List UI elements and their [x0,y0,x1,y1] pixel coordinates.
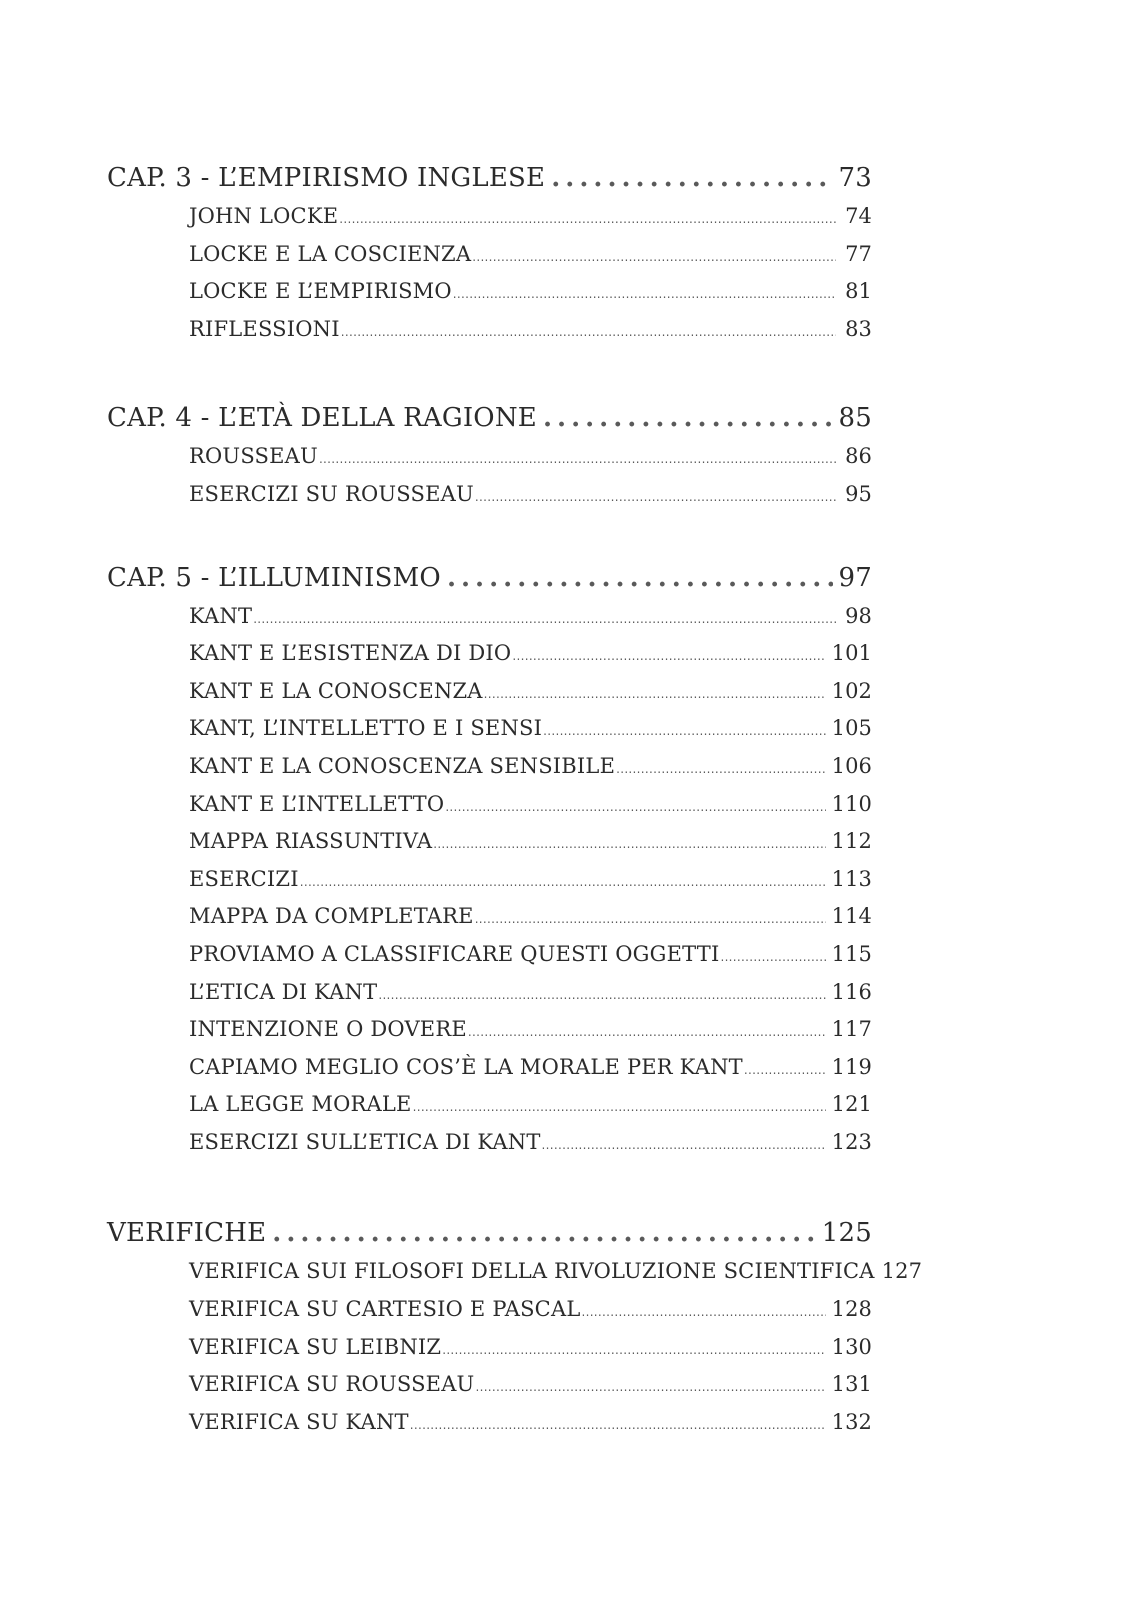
entry-title: LOCKE E L’EMPIRISMO [189,279,452,304]
toc-entry [189,1366,872,1404]
entry-page-number: 119 [831,1054,872,1079]
toc-entry [189,748,872,786]
entry-title: KANT E LA CONOSCENZA [189,678,483,703]
entry-page-number: 132 [831,1409,872,1434]
chapter-title: VERIFICHE [107,1218,267,1249]
toc-entry [189,673,872,711]
toc-entry [189,974,872,1012]
entry-title: MAPPA DA COMPLETARE [189,904,474,929]
entry-title: VERIFICA SUI FILOSOFI DELLA RIVOLUZIONE SCIENTIFICA [189,1259,875,1284]
dot-leader [543,713,826,751]
section-verifiche [107,1213,923,1441]
entry-page-number: 98 [845,603,872,628]
entry-title: ESERCIZI SU ROUSSEAU [189,481,474,506]
chapter-title: CAP. 4 - L’ETÀ DELLA RAGIONE [107,403,537,434]
entry-title: LA LEGGE MORALE [189,1092,412,1117]
toc-entry [189,311,872,349]
entry-title: KANT E L’ESISTENZA DI DIO [189,641,512,666]
entry-page-number: 116 [831,979,872,1004]
entry-page-number: 113 [831,866,872,891]
chapter-page-number: 125 [821,1218,872,1249]
entry-page-number: 131 [831,1372,872,1397]
entry-title: VERIFICA SU KANT [189,1409,409,1434]
toc-entry [189,710,872,748]
entry-title: ROUSSEAU [189,444,318,469]
entry-page-number: 95 [845,481,872,506]
entry-title: KANT [189,603,253,628]
dot-leader [744,1052,826,1090]
dot-leader [475,901,826,939]
toc-entry [189,898,872,936]
entry-page-number: 83 [845,316,872,341]
chapter-title: CAP. 3 - L’EMPIRISMO INGLESE [107,163,546,193]
chapter-title: CAP. 5 - L’ILLUMINISMO [107,562,441,593]
dot-leader [447,558,833,598]
dot-leader [272,1213,816,1253]
entry-page-number: 121 [831,1092,872,1117]
dot-leader [453,276,836,314]
toc-entry [189,1291,872,1329]
dot-leader [475,1369,825,1407]
toc-entry [189,1049,872,1087]
entry-page-number: 115 [831,941,872,966]
dot-leader [720,939,825,977]
toc-entry [189,1086,872,1124]
entry-page-number: 112 [831,829,872,854]
toc-entry [189,1404,872,1442]
toc-entry [189,1124,872,1162]
entry-page-number: 128 [831,1297,872,1322]
dot-leader [551,158,832,198]
toc-entry [189,438,872,476]
section-cap-5 [107,558,872,1162]
entry-title: L’ETICA DI KANT [189,979,378,1004]
entry-page-number: 114 [831,904,872,929]
entry-page-number: 81 [845,279,872,304]
toc-entry [189,823,872,861]
chapter-heading [107,158,872,198]
entry-title: RIFLESSIONI [189,316,340,341]
entry-page-number: 102 [831,678,872,703]
dot-leader [253,601,836,639]
toc-entry [189,786,872,824]
toc-entry [189,936,872,974]
toc-entry [189,635,872,673]
entry-title: VERIFICA SU CARTESIO E PASCAL [189,1297,581,1322]
dot-leader [319,441,836,479]
dot-leader [542,1127,826,1165]
dot-leader [581,1294,825,1332]
entry-title: PROVIAMO A CLASSIFICARE QUESTI OGGETTI [189,941,720,966]
dot-leader [378,977,825,1015]
chapter-page-number: 85 [838,403,872,434]
toc-entry [189,476,872,514]
chapter-page-number: 97 [838,562,872,593]
chapter-heading [107,558,872,598]
dot-leader [475,479,836,517]
entry-title: KANT E LA CONOSCENZA SENSIBILE [189,753,616,778]
section-cap-4 [107,398,872,513]
entry-page-number: 117 [831,1017,872,1042]
toc-entry [189,273,872,311]
toc-entry [189,861,872,899]
entry-title: KANT, L’INTELLETTO E I SENSI [189,716,543,741]
toc-entry [189,198,872,236]
entry-page-number: 127 [881,1259,923,1284]
dot-leader [445,789,825,827]
entry-title: ESERCIZI SULL’ETICA DI KANT [189,1129,541,1154]
chapter-heading [107,398,872,438]
entry-title: KANT E L’INTELLETTO [189,791,445,816]
entry-page-number: 77 [845,241,872,266]
dot-leader [616,751,826,789]
entry-page-number: 86 [845,444,872,469]
entry-page-number: 101 [831,641,872,666]
dot-leader [433,826,825,864]
dot-leader [543,398,833,438]
toc-entry [189,1253,923,1291]
toc-entry [189,598,872,636]
toc-entry [189,1011,872,1049]
entry-title: CAPIAMO MEGLIO COS’È LA MORALE PER KANT [189,1054,743,1079]
entry-title: LOCKE E LA COSCIENZA [189,241,472,266]
dot-leader [339,201,836,239]
entry-page-number: 105 [831,716,872,741]
chapter-heading [107,1213,872,1253]
entry-title: JOHN LOCKE [189,204,339,228]
section-cap-3 [107,158,872,348]
dot-leader [468,1014,826,1052]
entry-title: VERIFICA SU ROUSSEAU [189,1372,475,1397]
dot-leader [341,314,836,352]
entry-page-number: 74 [845,204,872,228]
dot-leader [484,676,826,714]
toc-entry [189,1329,872,1367]
chapter-page-number: 73 [838,163,872,193]
entry-page-number: 130 [831,1334,872,1359]
entry-page-number: 106 [831,753,872,778]
dot-leader [413,1089,826,1127]
entry-title: MAPPA RIASSUNTIVA [189,829,433,854]
dot-leader [472,239,836,277]
dot-leader [410,1407,826,1445]
toc-entry [189,236,872,274]
table-of-contents [107,158,923,1441]
entry-page-number: 123 [831,1129,872,1154]
entry-page-number: 110 [831,791,872,816]
entry-title: ESERCIZI [189,866,299,891]
dot-leader [512,638,825,676]
dot-leader [300,864,826,902]
entry-title: INTENZIONE O DOVERE [189,1017,467,1042]
entry-title: VERIFICA SU LEIBNIZ [189,1334,442,1359]
dot-leader [442,1332,825,1370]
